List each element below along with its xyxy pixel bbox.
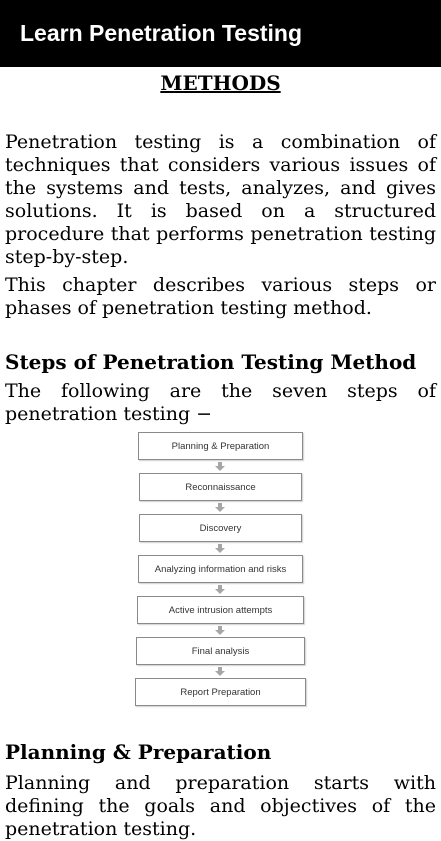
app-title: Learn Penetration Testing <box>20 20 303 46</box>
page-title: METHODS <box>160 71 281 95</box>
steps-intro-paragraph: The following are the seven steps of penetration testing − <box>5 380 436 425</box>
section-heading-steps: Steps of Penetration Testing Method <box>5 350 417 374</box>
planning-paragraph: Planning and preparation starts with defining the goals and objectives of the penetration testing. <box>5 772 436 840</box>
intro-paragraph-1: Penetration testing is a combination of techniques that considers various issues of the systems and tests, analyzes, and gives solutions. It is based on a structured procedure that performs penetration testing step-by-step. <box>5 131 436 268</box>
flow-step-5: Active intrusion attempts <box>137 596 304 624</box>
flow-step-3: Discovery <box>139 514 302 542</box>
flow-step-7: Report Preparation <box>135 678 306 706</box>
flow-step-4: Analyzing information and risks <box>138 555 303 583</box>
flow-step-1: Planning & Preparation <box>138 432 303 460</box>
section-heading-planning: Planning & Preparation <box>5 740 272 764</box>
flow-step-2: Reconnaissance <box>139 473 302 501</box>
app-bar <box>0 0 441 67</box>
intro-paragraph-2: This chapter describes various steps or phases of penetration testing method. <box>5 274 436 319</box>
flow-step-6: Final analysis <box>136 637 305 665</box>
